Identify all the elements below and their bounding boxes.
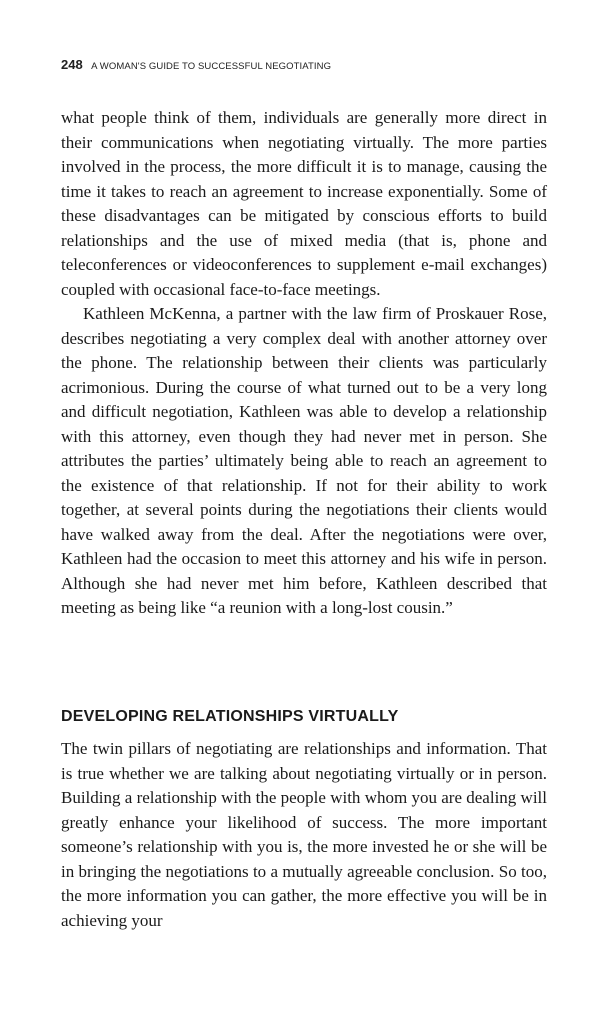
body-paragraph: Kathleen McKenna, a partner with the law firm of Proskauer Rose, describes negotiating a very complex deal with another attorney over the phone. The relationship between their clients was particularly acrimonious. During the course of what turned out to be a very long and difficult negotiation, Kathleen was able to develop a relationship with this attorney, even though they had never met in person. She attributes the parties’ ultimately being able to reach an agreement to the existence of that relationship. If not for their ability to work together, at several points during the negotiations their clients would have walked away from the deal. After the negotiations were over, Kathleen had the occasion to meet this attorney and his wife in person. Although she had never met him before, Kathleen described that meeting as being like “a reunion with a long-lost cousin.” [61, 304, 547, 617]
section-heading: DEVELOPING RELATIONSHIPS VIRTUALLY [61, 708, 399, 725]
book-title: A WOMAN'S GUIDE TO SUCCESSFUL NEGOTIATING [91, 61, 332, 72]
section-paragraph: The twin pillars of negotiating are relationships and information. That is true whether we are talking about negotiating virtually or in person. Building a relationship with the people with whom you are dealing will greatly enhance your likelihood of success. The more important someone’s relationship with you is, the more invested he or she will be in bringing the negotiations to a mutually agreeable conclusion. So too, the more information you can gather, the more effective you will be in achieving your [61, 739, 547, 930]
section-text-block [61, 737, 547, 933]
running-header [61, 56, 331, 74]
body-text-block [61, 106, 547, 621]
page-number: 248 [61, 57, 83, 72]
body-paragraph: what people think of them, individuals are generally more direct in their communications when negotiating virtually. The more parties involved in the process, the more difficult it is to manage, causing the time it takes to reach an agreement to increase exponentially. Some of these disadvantages can be mitigated by conscious efforts to build relationships and the use of mixed media (that is, phone and teleconferences or videoconferences to supplement e-mail exchanges) coupled with occasional face-to-face meetings. [61, 108, 547, 299]
